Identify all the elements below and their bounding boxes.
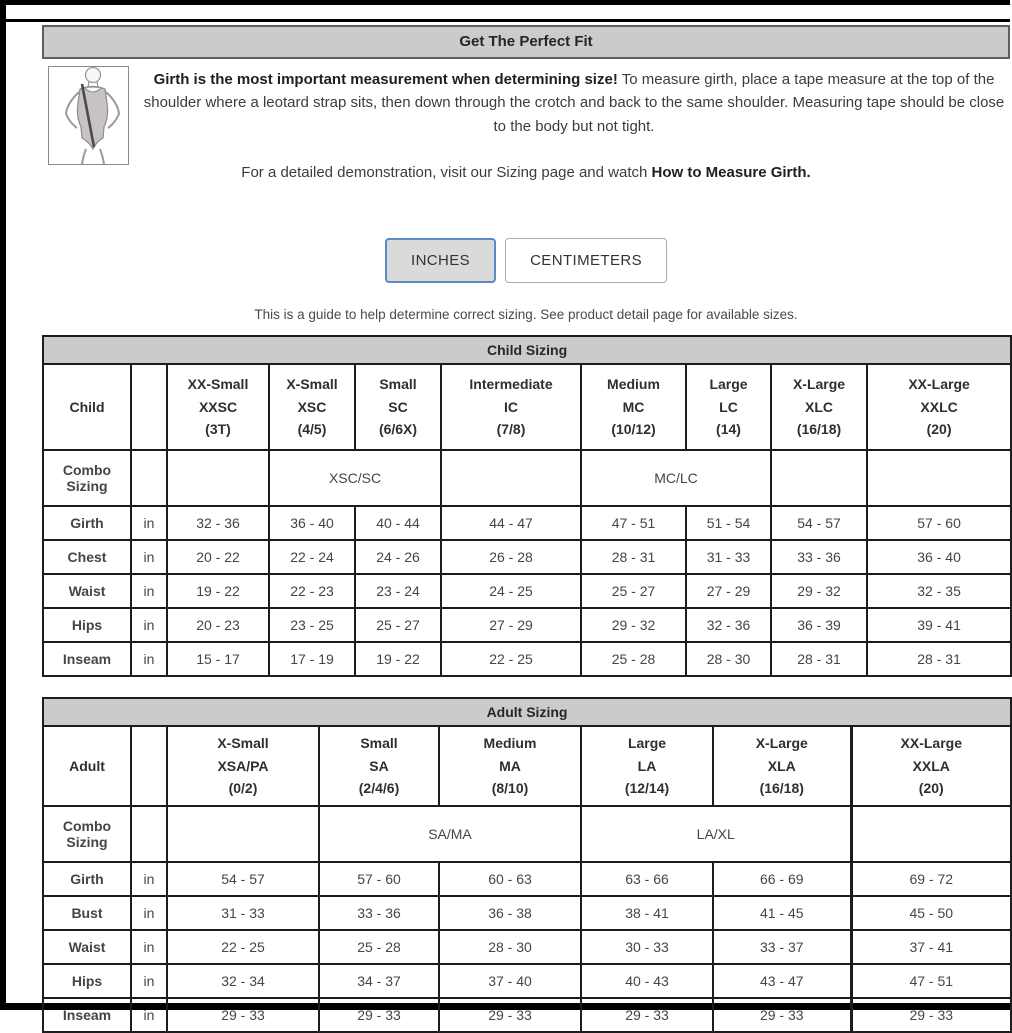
size-value-cell: 57 - 60 xyxy=(867,506,1011,540)
size-value-cell: 33 - 37 xyxy=(713,930,851,964)
table-title: Adult Sizing xyxy=(43,698,1011,726)
size-value-cell: 36 - 39 xyxy=(771,608,867,642)
size-value-cell: 63 - 66 xyxy=(581,862,713,896)
demo-note xyxy=(42,164,1010,181)
unit-header-blank xyxy=(131,364,167,450)
measurement-label: Chest xyxy=(43,540,131,574)
size-value-cell: 25 - 27 xyxy=(581,574,686,608)
size-value-cell: 25 - 27 xyxy=(355,608,441,642)
table-title: Child Sizing xyxy=(43,336,1011,364)
adult-sizing-table xyxy=(42,697,1012,1033)
unit-cell: in xyxy=(131,540,167,574)
size-value-cell: 44 - 47 xyxy=(441,506,581,540)
size-value-cell: 37 - 41 xyxy=(851,930,1011,964)
size-value-cell: 31 - 33 xyxy=(686,540,771,574)
demo-note-text: For a detailed demonstration, visit our Sizing page and watch xyxy=(241,163,652,181)
size-value-cell: 23 - 25 xyxy=(269,608,355,642)
size-value-cell: 39 - 41 xyxy=(867,608,1011,642)
size-value-cell: 60 - 63 xyxy=(439,862,581,896)
size-value-cell: 45 - 50 xyxy=(851,896,1011,930)
unit-cell: in xyxy=(131,964,167,998)
leotard-figure-icon xyxy=(49,67,128,164)
size-value-cell: 32 - 36 xyxy=(167,506,269,540)
inches-button[interactable]: INCHES xyxy=(385,238,496,283)
size-column-header: X-Small XSA/PA (0/2) xyxy=(167,726,319,806)
size-value-cell: 47 - 51 xyxy=(851,964,1011,998)
size-value-cell: 69 - 72 xyxy=(851,862,1011,896)
size-value-cell: 40 - 44 xyxy=(355,506,441,540)
size-column-header: XX-Small XXSC (3T) xyxy=(167,364,269,450)
window-frame-left xyxy=(0,0,6,1010)
combo-span-cell: SA/MA xyxy=(319,806,581,862)
girth-instructions-lead: Girth is the most important measurement when determining size! xyxy=(153,71,618,88)
size-value-cell: 54 - 57 xyxy=(771,506,867,540)
size-column-header: X-Large XLC (16/18) xyxy=(771,364,867,450)
size-value-cell: 29 - 32 xyxy=(581,608,686,642)
girth-instructions xyxy=(138,64,1010,138)
size-column-header: X-Large XLA (16/18) xyxy=(713,726,851,806)
measurement-label: Bust xyxy=(43,896,131,930)
size-value-cell: 15 - 17 xyxy=(167,642,269,676)
size-value-cell: 28 - 30 xyxy=(686,642,771,676)
combo-span-cell: MC/LC xyxy=(581,450,771,506)
size-value-cell: 36 - 38 xyxy=(439,896,581,930)
size-value-cell: 20 - 22 xyxy=(167,540,269,574)
girth-instructions-body: To measure girth, place a tape measure at the top of the shoulder where a leotard strap sits, then down through the crotch and back to the same shoulder. Measuring tape should be close to the body but not tight. xyxy=(143,71,1005,135)
size-value-cell: 54 - 57 xyxy=(167,862,319,896)
unit-cell: in xyxy=(131,608,167,642)
size-value-cell: 25 - 28 xyxy=(581,642,686,676)
size-value-cell: 29 - 33 xyxy=(319,998,439,1032)
size-value-cell: 37 - 40 xyxy=(439,964,581,998)
size-value-cell: 30 - 33 xyxy=(581,930,713,964)
size-value-cell: 29 - 32 xyxy=(771,574,867,608)
intro-section xyxy=(42,64,1010,204)
combo-span-cell xyxy=(851,806,1011,862)
size-value-cell: 43 - 47 xyxy=(713,964,851,998)
measurement-label: Inseam xyxy=(43,998,131,1032)
unit-cell: in xyxy=(131,642,167,676)
measurement-label: Hips xyxy=(43,964,131,998)
size-value-cell: 23 - 24 xyxy=(355,574,441,608)
window-frame-top-inner xyxy=(0,19,1010,22)
size-value-cell: 66 - 69 xyxy=(713,862,851,896)
sizing-guide-note: This is a guide to help determine correct sizing. See product detail page for available sizes. xyxy=(254,307,798,322)
unit-cell: in xyxy=(131,896,167,930)
combo-span-cell xyxy=(867,450,1011,506)
size-value-cell: 40 - 43 xyxy=(581,964,713,998)
combo-row-header: Combo Sizing xyxy=(43,806,131,862)
size-value-cell: 22 - 25 xyxy=(167,930,319,964)
unit-cell: in xyxy=(131,998,167,1032)
size-column-header: XX-Large XXLA (20) xyxy=(851,726,1011,806)
size-column-header: Small SA (2/4/6) xyxy=(319,726,439,806)
size-value-cell: 47 - 51 xyxy=(581,506,686,540)
size-column-header: Large LA (12/14) xyxy=(581,726,713,806)
window-frame-top xyxy=(0,0,1010,5)
table-row-header: Child xyxy=(43,364,131,450)
combo-span-cell: XSC/SC xyxy=(269,450,441,506)
unit-header-blank xyxy=(131,726,167,806)
unit-toggle xyxy=(42,238,1010,283)
size-value-cell: 22 - 24 xyxy=(269,540,355,574)
size-value-cell: 36 - 40 xyxy=(269,506,355,540)
size-column-header: Medium MC (10/12) xyxy=(581,364,686,450)
size-value-cell: 28 - 31 xyxy=(581,540,686,574)
size-value-cell: 29 - 33 xyxy=(167,998,319,1032)
combo-unit-blank xyxy=(131,806,167,862)
combo-span-cell xyxy=(441,450,581,506)
size-value-cell: 24 - 25 xyxy=(441,574,581,608)
size-value-cell: 36 - 40 xyxy=(867,540,1011,574)
size-value-cell: 34 - 37 xyxy=(319,964,439,998)
size-value-cell: 28 - 30 xyxy=(439,930,581,964)
size-value-cell: 32 - 34 xyxy=(167,964,319,998)
size-column-header: XX-Large XXLC (20) xyxy=(867,364,1011,450)
combo-span-cell xyxy=(167,450,269,506)
combo-unit-blank xyxy=(131,450,167,506)
size-value-cell: 17 - 19 xyxy=(269,642,355,676)
size-value-cell: 22 - 23 xyxy=(269,574,355,608)
size-value-cell: 38 - 41 xyxy=(581,896,713,930)
size-value-cell: 29 - 33 xyxy=(439,998,581,1032)
size-value-cell: 26 - 28 xyxy=(441,540,581,574)
measurement-label: Waist xyxy=(43,574,131,608)
size-value-cell: 33 - 36 xyxy=(319,896,439,930)
measurement-label: Girth xyxy=(43,862,131,896)
combo-span-cell: LA/XL xyxy=(581,806,851,862)
size-value-cell: 28 - 31 xyxy=(771,642,867,676)
table-row-header: Adult xyxy=(43,726,131,806)
size-value-cell: 57 - 60 xyxy=(319,862,439,896)
size-value-cell: 20 - 23 xyxy=(167,608,269,642)
size-value-cell: 51 - 54 xyxy=(686,506,771,540)
size-column-header: Intermediate IC (7/8) xyxy=(441,364,581,450)
unit-cell: in xyxy=(131,862,167,896)
page-content xyxy=(42,25,1010,1033)
size-value-cell: 32 - 36 xyxy=(686,608,771,642)
size-value-cell: 27 - 29 xyxy=(441,608,581,642)
size-value-cell: 29 - 33 xyxy=(713,998,851,1032)
size-value-cell: 28 - 31 xyxy=(867,642,1011,676)
measurement-label: Girth xyxy=(43,506,131,540)
size-value-cell: 24 - 26 xyxy=(355,540,441,574)
size-value-cell: 29 - 33 xyxy=(851,998,1011,1032)
combo-span-cell xyxy=(771,450,867,506)
size-value-cell: 19 - 22 xyxy=(167,574,269,608)
size-value-cell: 31 - 33 xyxy=(167,896,319,930)
size-value-cell: 41 - 45 xyxy=(713,896,851,930)
size-value-cell: 19 - 22 xyxy=(355,642,441,676)
size-value-cell: 32 - 35 xyxy=(867,574,1011,608)
size-column-header: Small SC (6/6X) xyxy=(355,364,441,450)
child-sizing-table xyxy=(42,335,1012,677)
size-value-cell: 29 - 33 xyxy=(581,998,713,1032)
size-column-header: Medium MA (8/10) xyxy=(439,726,581,806)
size-value-cell: 33 - 36 xyxy=(771,540,867,574)
combo-span-cell xyxy=(167,806,319,862)
measurement-label: Hips xyxy=(43,608,131,642)
page-title: Get The Perfect Fit xyxy=(42,25,1010,59)
size-column-header: Large LC (14) xyxy=(686,364,771,450)
girth-measurement-illustration xyxy=(48,66,129,165)
centimeters-button[interactable]: CENTIMETERS xyxy=(505,238,667,283)
size-value-cell: 25 - 28 xyxy=(319,930,439,964)
demo-note-bold: How to Measure Girth. xyxy=(651,163,811,181)
unit-cell: in xyxy=(131,506,167,540)
combo-row-header: Combo Sizing xyxy=(43,450,131,506)
size-value-cell: 27 - 29 xyxy=(686,574,771,608)
size-value-cell: 22 - 25 xyxy=(441,642,581,676)
unit-cell: in xyxy=(131,930,167,964)
measurement-label: Inseam xyxy=(43,642,131,676)
unit-cell: in xyxy=(131,574,167,608)
size-column-header: X-Small XSC (4/5) xyxy=(269,364,355,450)
measurement-label: Waist xyxy=(43,930,131,964)
